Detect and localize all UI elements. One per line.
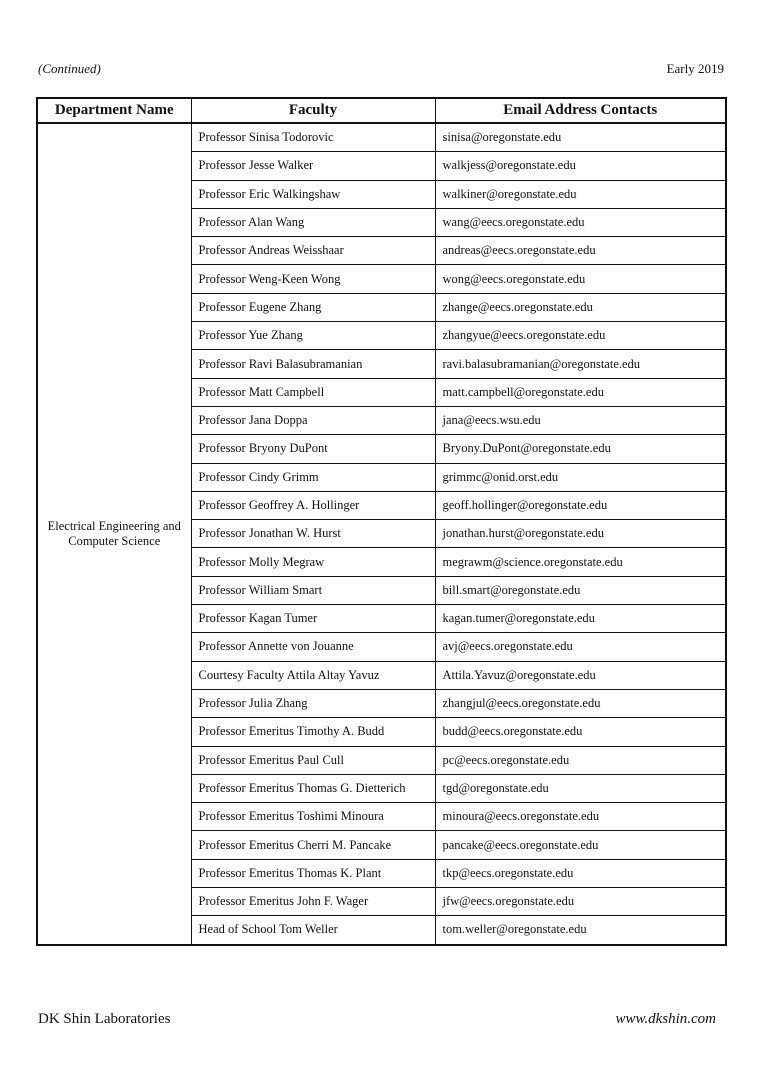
- email-cell: budd@eecs.oregonstate.edu: [435, 718, 726, 746]
- column-header-email: Email Address Contacts: [435, 98, 726, 123]
- faculty-name-cell: Professor Emeritus Toshimi Minoura: [191, 803, 435, 831]
- email-cell: kagan.tumer@oregonstate.edu: [435, 605, 726, 633]
- faculty-name-cell: Head of School Tom Weller: [191, 916, 435, 945]
- faculty-name-cell: Professor Yue Zhang: [191, 322, 435, 350]
- column-header-faculty: Faculty: [191, 98, 435, 123]
- email-cell: zhangjul@eecs.oregonstate.edu: [435, 689, 726, 717]
- continued-label: (Continued): [38, 61, 101, 76]
- faculty-name-cell: Professor Matt Campbell: [191, 378, 435, 406]
- email-cell: matt.campbell@oregonstate.edu: [435, 378, 726, 406]
- faculty-name-cell: Professor Bryony DuPont: [191, 435, 435, 463]
- faculty-name-cell: Professor William Smart: [191, 576, 435, 604]
- faculty-name-cell: Professor Emeritus Timothy A. Budd: [191, 718, 435, 746]
- faculty-name-cell: Professor Emeritus Cherri M. Pancake: [191, 831, 435, 859]
- faculty-name-cell: Professor Jana Doppa: [191, 406, 435, 434]
- email-cell: jfw@eecs.oregonstate.edu: [435, 888, 726, 916]
- column-header-department: Department Name: [37, 98, 191, 123]
- faculty-name-cell: Professor Geoffrey A. Hollinger: [191, 491, 435, 519]
- email-cell: Attila.Yavuz@oregonstate.edu: [435, 661, 726, 689]
- faculty-name-cell: Professor Kagan Tumer: [191, 605, 435, 633]
- email-cell: wong@eecs.oregonstate.edu: [435, 265, 726, 293]
- faculty-name-cell: Professor Cindy Grimm: [191, 463, 435, 491]
- faculty-name-cell: Professor Weng-Keen Wong: [191, 265, 435, 293]
- document-date: Early 2019: [666, 61, 724, 76]
- faculty-name-cell: Professor Julia Zhang: [191, 689, 435, 717]
- email-cell: andreas@eecs.oregonstate.edu: [435, 237, 726, 265]
- email-cell: zhange@eecs.oregonstate.edu: [435, 293, 726, 321]
- email-cell: tom.weller@oregonstate.edu: [435, 916, 726, 945]
- email-cell: walkiner@oregonstate.edu: [435, 180, 726, 208]
- faculty-name-cell: Professor Emeritus Thomas G. Dietterich: [191, 774, 435, 802]
- faculty-name-cell: Courtesy Faculty Attila Altay Yavuz: [191, 661, 435, 689]
- email-cell: megrawm@science.oregonstate.edu: [435, 548, 726, 576]
- faculty-name-cell: Professor Alan Wang: [191, 208, 435, 236]
- faculty-name-cell: Professor Emeritus Thomas K. Plant: [191, 859, 435, 887]
- table-row: [37, 123, 726, 152]
- faculty-name-cell: Professor Jonathan W. Hurst: [191, 520, 435, 548]
- email-cell: pc@eecs.oregonstate.edu: [435, 746, 726, 774]
- email-cell: geoff.hollinger@oregonstate.edu: [435, 491, 726, 519]
- email-cell: tgd@oregonstate.edu: [435, 774, 726, 802]
- faculty-name-cell: Professor Annette von Jouanne: [191, 633, 435, 661]
- email-cell: zhangyue@eecs.oregonstate.edu: [435, 322, 726, 350]
- faculty-name-cell: Professor Jesse Walker: [191, 152, 435, 180]
- faculty-name-cell: Professor Eugene Zhang: [191, 293, 435, 321]
- email-cell: grimmc@onid.orst.edu: [435, 463, 726, 491]
- email-cell: bill.smart@oregonstate.edu: [435, 576, 726, 604]
- footer-website: www.dkshin.com: [615, 1011, 716, 1027]
- email-cell: tkp@eecs.oregonstate.edu: [435, 859, 726, 887]
- faculty-name-cell: Professor Eric Walkingshaw: [191, 180, 435, 208]
- email-cell: minoura@eecs.oregonstate.edu: [435, 803, 726, 831]
- faculty-name-cell: Professor Molly Megraw: [191, 548, 435, 576]
- email-cell: sinisa@oregonstate.edu: [435, 123, 726, 152]
- faculty-name-cell: Professor Emeritus Paul Cull: [191, 746, 435, 774]
- faculty-name-cell: Professor Ravi Balasubramanian: [191, 350, 435, 378]
- email-cell: Bryony.DuPont@oregonstate.edu: [435, 435, 726, 463]
- faculty-contacts-table: [36, 97, 727, 946]
- table-body: [37, 123, 726, 945]
- table-header-row: [37, 98, 726, 123]
- faculty-name-cell: Professor Emeritus John F. Wager: [191, 888, 435, 916]
- email-cell: walkjess@oregonstate.edu: [435, 152, 726, 180]
- faculty-name-cell: Professor Sinisa Todorovic: [191, 123, 435, 152]
- email-cell: jana@eecs.wsu.edu: [435, 406, 726, 434]
- email-cell: pancake@eecs.oregonstate.edu: [435, 831, 726, 859]
- email-cell: ravi.balasubramanian@oregonstate.edu: [435, 350, 726, 378]
- department-name-cell: Electrical Engineering and Computer Science: [37, 123, 191, 945]
- footer-company: DK Shin Laboratories: [38, 1011, 171, 1027]
- faculty-name-cell: Professor Andreas Weisshaar: [191, 237, 435, 265]
- email-cell: wang@eecs.oregonstate.edu: [435, 208, 726, 236]
- email-cell: jonathan.hurst@oregonstate.edu: [435, 520, 726, 548]
- email-cell: avj@eecs.oregonstate.edu: [435, 633, 726, 661]
